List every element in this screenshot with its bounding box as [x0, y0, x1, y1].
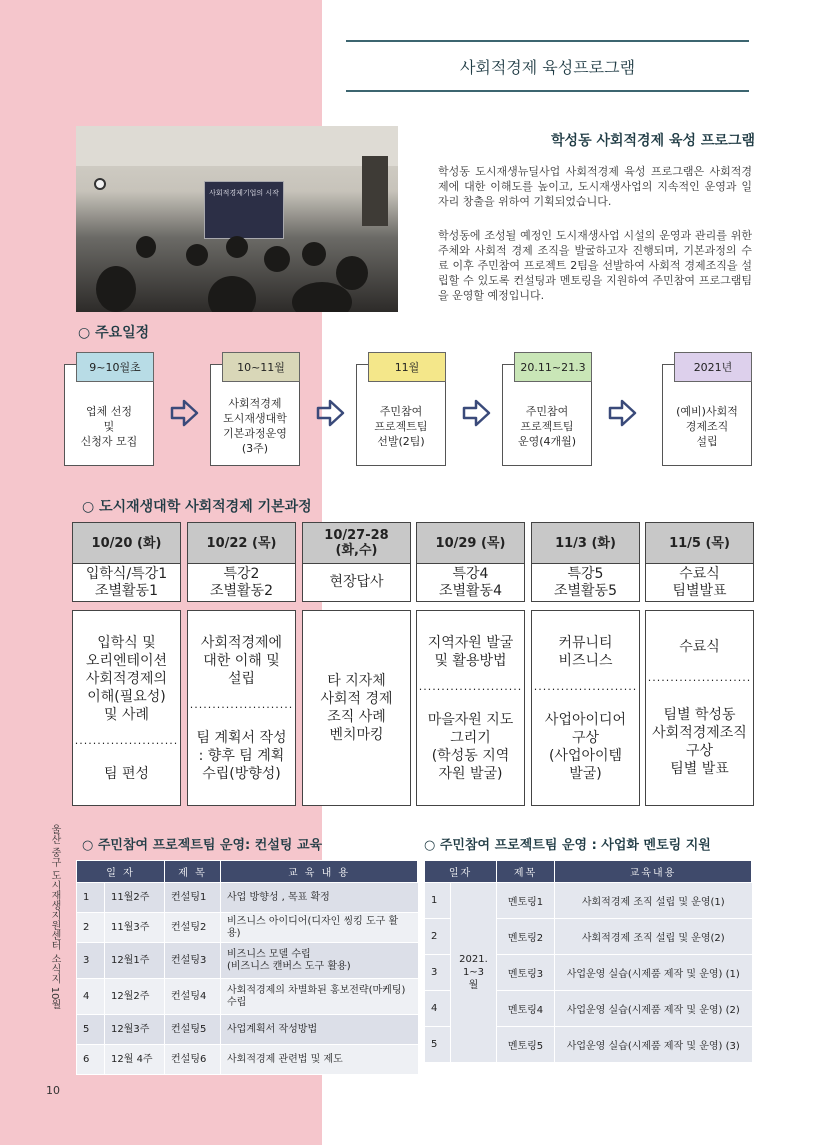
consult-row-number: 3: [77, 943, 105, 979]
page-header: [346, 40, 749, 92]
dotted-divider: ·······················: [74, 737, 179, 750]
consult-row-number: 5: [77, 1015, 105, 1045]
mentor-heading: ○ 주민참여 프로젝트팀 운영 : 사업화 멘토링 지원: [424, 838, 711, 853]
consult-table-row: [77, 1045, 418, 1075]
newsletter-side-label: 울산 중구 도시재생지원센터 소식지 10월: [49, 824, 60, 1010]
course-session-detail: [72, 610, 181, 806]
mentor-row-content: 사회적경제 조직 설립 및 운영(1): [555, 883, 752, 919]
course-detail-activity: 팀 편성: [103, 765, 150, 782]
mentor-row-title: 멘토링1: [497, 883, 555, 919]
consult-row-date: 12월 4주: [105, 1045, 165, 1075]
mentor-row-title: 멘토링5: [497, 1027, 555, 1063]
consult-row-title: 컨설팅4: [165, 979, 221, 1015]
consult-row-number: 4: [77, 979, 105, 1015]
course-detail-activity: 팀 계획서 작성 : 향후 팀 계획 수립(방향성): [196, 729, 287, 782]
schedule-step-text: 사회적경제 도시재생대학 기본과정운영 (3주): [223, 397, 287, 455]
course-session-title: 특강2 조별활동2: [187, 564, 296, 602]
dotted-divider: ·······················: [418, 683, 523, 696]
schedule-step-text: 주민참여 프로젝트팀 선발(2팀): [374, 404, 428, 448]
consult-table-row: [77, 883, 418, 913]
mentor-col-date: 일자: [425, 861, 497, 883]
course-date: 10/29 (목): [416, 522, 525, 564]
dotted-divider: ·······················: [647, 674, 752, 687]
consult-row-title: 컨설팅5: [165, 1015, 221, 1045]
mentor-row-title: 멘토링4: [497, 991, 555, 1027]
course-detail-main: 입학식 및 오리엔테이션 사회적경제의 이해(필요성) 및 사례: [85, 634, 168, 723]
course-session-detail: [416, 610, 525, 806]
course-session-detail: [187, 610, 296, 806]
consult-table-row: [77, 943, 418, 979]
consult-row-title: 컨설팅3: [165, 943, 221, 979]
consult-row-date: 12월3주: [105, 1015, 165, 1045]
dotted-divider: ·······················: [189, 701, 294, 714]
consult-row-content: 사업 방향성 , 목표 확정: [221, 883, 418, 913]
consult-col-content: 교 육 내 용: [221, 861, 418, 883]
right-arrow-icon: [608, 398, 638, 428]
intro-title: 학성동 사회적경제 육성 프로그램: [551, 133, 755, 149]
consult-row-title: 컨설팅6: [165, 1045, 221, 1075]
consult-row-content: 사회적경제 관련법 및 제도: [221, 1045, 418, 1075]
clock-icon: [94, 178, 106, 190]
course-detail-activity: 마을자원 지도 그리기 (학성동 지역 자원 발굴): [427, 711, 514, 782]
course-detail-main: 지역자원 발굴 및 활용방법: [427, 634, 514, 669]
consult-row-title: 컨설팅1: [165, 883, 221, 913]
schedule-period-tag: 9~10월초: [76, 352, 154, 382]
mentor-row-content: 사회적경제 조직 설립 및 운영(2): [555, 919, 752, 955]
right-arrow-icon: [170, 398, 200, 428]
course-session-title: 특강4 조별활동4: [416, 564, 525, 602]
consult-table-header: [77, 861, 418, 883]
course-date: 11/5 (목): [645, 522, 754, 564]
consult-row-date: 12월2주: [105, 979, 165, 1015]
mentor-table-row: [425, 883, 752, 919]
course-session-title: 입학식/특강1 조별활동1: [72, 564, 181, 602]
consult-row-date: 12월1주: [105, 943, 165, 979]
page-title: 사회적경제 육성프로그램: [459, 57, 636, 77]
schedule-period-tag: 2021년: [674, 352, 752, 382]
mentor-col-title: 제목: [497, 861, 555, 883]
course-date: 10/27-28 (화,수): [302, 522, 411, 564]
mentor-col-content: 교육내용: [555, 861, 752, 883]
consult-col-title: 제 목: [165, 861, 221, 883]
consult-row-date: 11월3주: [105, 913, 165, 943]
consult-table-row: [77, 979, 418, 1015]
course-session-detail: [531, 610, 640, 806]
mentor-row-title: 멘토링2: [497, 919, 555, 955]
schedule-step-text: 업체 선정 및 신청자 모집: [80, 404, 138, 448]
mentor-row-title: 멘토링3: [497, 955, 555, 991]
consult-row-number: 6: [77, 1045, 105, 1075]
consult-row-title: 컨설팅2: [165, 913, 221, 943]
course-detail-main: 타 지자체 사회적 경제 조직 사례 벤치마킹: [320, 673, 393, 743]
course-detail-main: 수료식: [679, 639, 720, 655]
mentor-row-number: 3: [425, 955, 451, 991]
consult-row-content: 사업계획서 작성방법: [221, 1015, 418, 1045]
course-date: 10/22 (목): [187, 522, 296, 564]
right-arrow-icon: [462, 398, 492, 428]
course-detail-activity: 사업아이디어 구상 (사업아이템 발굴): [544, 711, 627, 782]
consult-table: [76, 860, 418, 1075]
consult-row-number: 2: [77, 913, 105, 943]
mentor-row-content: 사업운영 실습(시제품 제작 및 운영) (2): [555, 991, 752, 1027]
consult-row-number: 1: [77, 883, 105, 913]
dotted-divider: ·······················: [533, 683, 638, 696]
mentor-row-number: 5: [425, 1027, 451, 1063]
course-session-detail: [645, 610, 754, 806]
mentor-period: 2021. 1~3 월: [451, 883, 497, 1063]
mentor-row-content: 사업운영 실습(시제품 제작 및 운영) (3): [555, 1027, 752, 1063]
consult-row-date: 11월2주: [105, 883, 165, 913]
schedule-heading: ○ 주요일정: [78, 325, 150, 341]
mentor-row-number: 4: [425, 991, 451, 1027]
intro-paragraph-1: 학성동 도시재생뉴딜사업 사회적경제 육성 프로그램은 사회적경제에 대한 이해도를 높이고, 도시재생사업의 지속적인 운영과 일자리 창출을 위하여 기획되었습니다.: [438, 165, 752, 208]
course-date: 11/3 (화): [531, 522, 640, 564]
course-heading: ○ 도시재생대학 사회적경제 기본과정: [82, 499, 312, 515]
consult-heading: ○ 주민참여 프로젝트팀 운영: 컨설팅 교육: [82, 838, 323, 853]
course-detail-activity: 팀별 학성동 사회적경제조직 구상 팀별 발표: [652, 707, 747, 777]
mentor-table: [424, 860, 752, 1063]
consult-table-row: [77, 1015, 418, 1045]
right-arrow-icon: [316, 398, 346, 428]
schedule-period-tag: 20.11~21.3: [514, 352, 592, 382]
mentor-table-header: [425, 861, 752, 883]
course-session-title: 특강5 조별활동5: [531, 564, 640, 602]
schedule-step-text: (예비)사회적 경제조직 설립: [676, 404, 738, 448]
intro-paragraph-2: 학성동에 조성될 예정인 도시재생사업 시설의 운영과 관리를 위한 주체와 사회적 경제 조직을 발굴하고자 진행되며, 기본과정의 수료 이후 주민참여 프로젝트 2팀을 선발하여 사회적 경제조직을 설립할 수 있도록 컨설팅과 멘토링을 지원하여 주민참여 프로그램팀을 운영할 예정입니다.: [438, 229, 752, 302]
consult-col-date: 일 자: [77, 861, 165, 883]
seminar-photo: [76, 126, 398, 312]
mentor-row-content: 사업운영 실습(시제품 제작 및 운영) (1): [555, 955, 752, 991]
mentor-row-number: 1: [425, 883, 451, 919]
course-detail-main: 커뮤니티 비즈니스: [558, 634, 613, 669]
page-number: 10: [46, 1084, 60, 1097]
consult-row-content: 비즈니스 모델 수립 (비즈니스 캔버스 도구 활용): [221, 943, 418, 979]
schedule-period-tag: 11월: [368, 352, 446, 382]
course-session-title: 수료식 팀별발표: [645, 564, 754, 602]
course-session-title: 현장답사: [302, 564, 411, 602]
consult-row-content: 사회적경제의 차별화된 홍보전략(마케팅) 수립: [221, 979, 418, 1015]
mentor-row-number: 2: [425, 919, 451, 955]
schedule-step-text: 주민참여 프로젝트팀 운영(4개월): [517, 404, 577, 448]
course-date: 10/20 (화): [72, 522, 181, 564]
consult-table-row: [77, 913, 418, 943]
schedule-period-tag: 10~11월: [222, 352, 300, 382]
course-detail-main: 사회적경제에 대한 이해 및 설립: [200, 634, 283, 687]
projection-screen: 사회적경제기업의 시작: [204, 181, 284, 239]
consult-row-content: 비즈니스 아이디어(디자인 씽킹 도구 활용): [221, 913, 418, 943]
course-session-detail: [302, 610, 411, 806]
